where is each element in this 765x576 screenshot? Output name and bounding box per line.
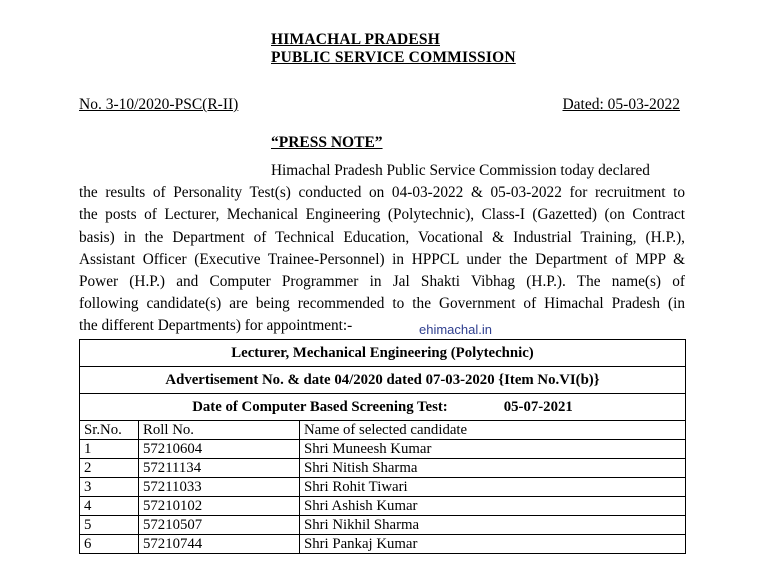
body-line: the results of Personality Test(s) conducted on 04-03-2022 & 05-03-2022 for recruitment to [79,184,685,202]
row-candidate-name: Shri Rohit Tiwari [300,478,686,497]
body-line: following candidate(s) are being recommended to the Government of Himachal Pradesh (in [79,295,685,313]
table-row [80,535,686,554]
body-line: the posts of Lecturer, Mechanical Engineering (Polytechnic), Class-I (Gazetted) (on Contract [79,206,685,224]
body-line: Himachal Pradesh Public Service Commission today declared [271,162,650,179]
press-note-title: “PRESS NOTE” [271,134,383,151]
body-line: Power (H.P.) and Computer Programmer in Jal Shakti Vibhag (H.P.). The name(s) of [79,273,685,291]
post-title: Lecturer, Mechanical Engineering (Polytechnic) [80,340,686,367]
row-roll-no: 57211033 [139,478,300,497]
watermark-text: ehimachal.in [419,322,492,337]
row-candidate-name: Shri Pankaj Kumar [300,535,686,554]
row-roll-no: 57210507 [139,516,300,535]
table-row [80,459,686,478]
row-candidate-name: Shri Ashish Kumar [300,497,686,516]
table-row [80,497,686,516]
table-header-row [80,421,686,440]
row-sr-no: 1 [80,440,139,459]
screening-date-value: 05-07-2021 [503,399,573,415]
row-sr-no: 3 [80,478,139,497]
table-row [80,440,686,459]
reference-date: Dated: 05-03-2022 [562,96,680,113]
commission-state-heading: HIMACHAL PRADESH [271,31,440,48]
advertisement-info: Advertisement No. & date 04/2020 dated 07-03-2020 {Item No.VI(b)} [80,367,686,394]
screening-date-label: Date of Computer Based Screening Test: [192,399,448,415]
row-sr-no: 5 [80,516,139,535]
row-candidate-name: Shri Nikhil Sharma [300,516,686,535]
column-header-roll-no: Roll No. [139,421,300,440]
screening-date-row [80,394,686,421]
row-sr-no: 4 [80,497,139,516]
body-line: Assistant Officer (Executive Trainee-Personnel) in HPPCL under the Department of MPP & [79,250,685,268]
commission-name-heading: PUBLIC SERVICE COMMISSION [271,49,516,66]
row-sr-no: 2 [80,459,139,478]
row-roll-no: 57210102 [139,497,300,516]
body-line: the different Departments) for appointment:- [79,317,353,335]
reference-number: No. 3-10/2020-PSC(R-II) [79,96,239,113]
column-header-sr-no: Sr.No. [80,421,139,440]
row-roll-no: 57210604 [139,440,300,459]
row-roll-no: 57210744 [139,535,300,554]
row-candidate-name: Shri Nitish Sharma [300,459,686,478]
table-row [80,516,686,535]
press-note-body [79,160,685,338]
post-title-row [80,340,686,367]
row-candidate-name: Shri Muneesh Kumar [300,440,686,459]
body-line: basis) in the Department of Technical Education, Vocational & Industrial Training, (H.P.), [79,228,685,246]
row-roll-no: 57211134 [139,459,300,478]
screening-date-cell [80,394,686,421]
column-header-candidate-name: Name of selected candidate [300,421,686,440]
row-sr-no: 6 [80,535,139,554]
advertisement-row [80,367,686,394]
table-row [80,478,686,497]
results-table [79,339,686,554]
